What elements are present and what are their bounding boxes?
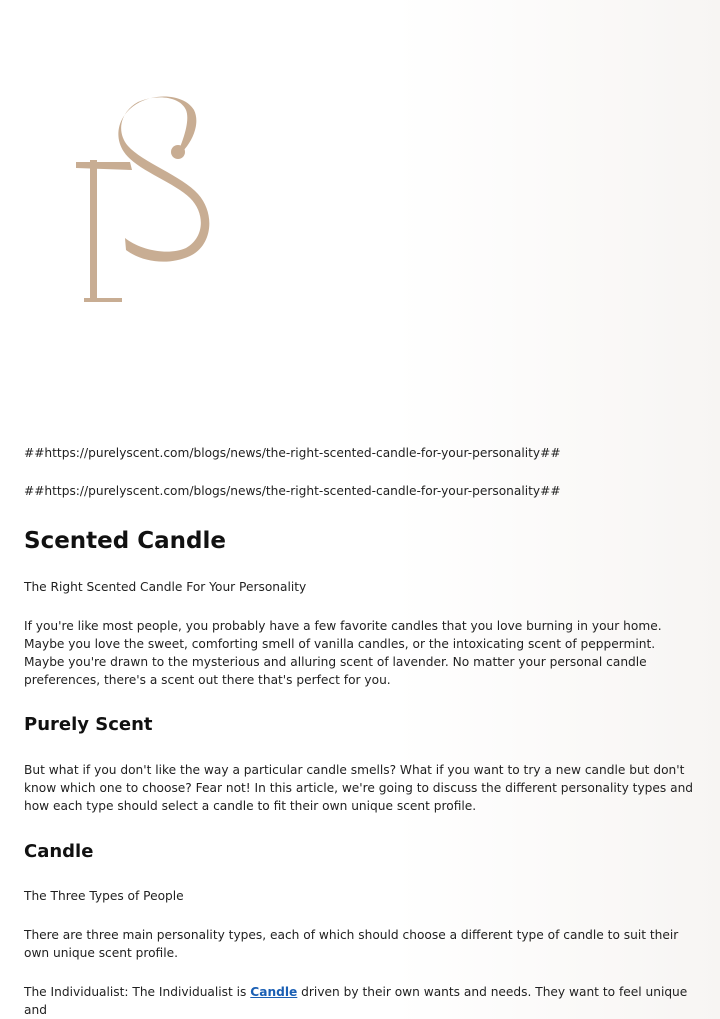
section1-paragraph: But what if you don't like the way a particular candle smells? What if you want to try a new candle but don't know which one to choose? Fear not! In this article, we're going to discuss the different personality types and how each type should select a candle to fit their own unique scent profile.	[24, 763, 694, 813]
candle-link[interactable]: Candle	[250, 985, 298, 999]
section2-paragraph: There are three main personality types, each of which should choose a different type of candle to suit their own unique scent profile.	[24, 928, 679, 960]
page-title: Scented Candle	[24, 528, 226, 554]
source-url-2: ##https://purelyscent.com/blogs/news/the-right-scented-candle-for-your-personality##	[24, 484, 561, 498]
individualist-paragraph	[24, 983, 696, 1019]
article-content	[24, 444, 696, 1019]
intro-paragraph: If you're like most people, you probably have a few favorite candles that you love burning in your home. Maybe you love the sweet, comforting smell of vanilla candles, or the intoxicating scent of peppermint. Maybe you're drawn to the mysterious and alluring scent of lavender. No matter your personal candle preferences, there's a scent out there that's perfect for you.	[24, 619, 662, 687]
section-heading-purely-scent: Purely Scent	[24, 714, 153, 735]
individualist-suffix: driven by their own wants and needs. They want to feel unique and	[24, 985, 688, 1017]
source-url-1: ##https://purelyscent.com/blogs/news/the-right-scented-candle-for-your-personality##	[24, 446, 561, 460]
article-subtitle: The Right Scented Candle For Your Personality	[24, 580, 307, 594]
individualist-prefix: The Individualist: The Individualist is	[24, 985, 251, 999]
ps-monogram-logo	[70, 90, 220, 310]
section2-subtitle: The Three Types of People	[24, 889, 184, 903]
section-heading-candle: Candle	[24, 841, 94, 862]
